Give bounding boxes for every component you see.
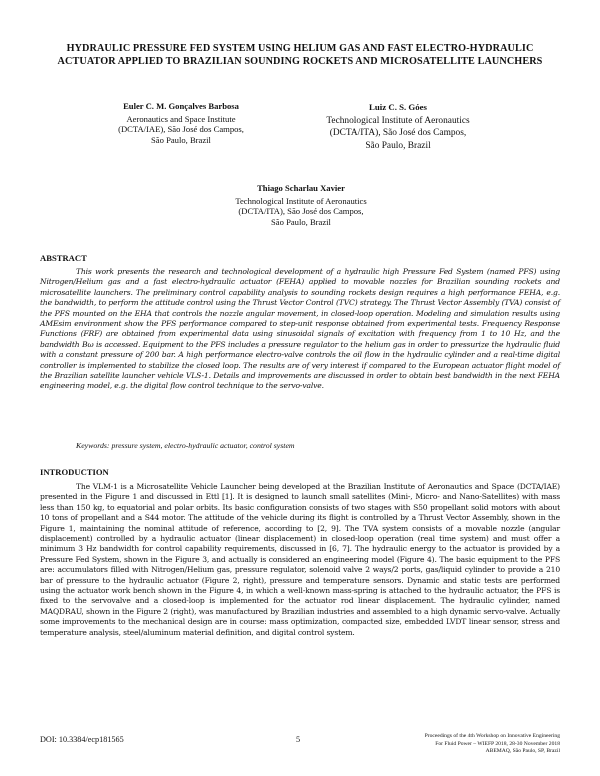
author-block-1 (96, 101, 266, 145)
author-name: Euler C. M. Gonçalves Barbosa (123, 101, 239, 111)
abstract-text: This work presents the research and technological development of a hydraulic high Pressure Fed System (named PFS) using Nitrogen/Helium gas and a fast electro-hydraulic actuator (FEHA) applied to movable nozzles for Brazilian sounding rockets and microsatellite launchers. The preliminary control capability analysis to sounding rockets design requires a high performance FEHA, e.g. the bandwidth, to perform the attitude control using the Thrust Vector Control (TVC) strategy. The Thrust Vector Assembly (TVA) consist of the PFS mounted on the EHA that controls the nozzle angular movement, in closed-loop operation. Modeling and simulation results using AMEsim environment show the PFS performance compared to step-unit response obtained from experimental tests. Frequency Response Functions (FRF) are obtained from experimental data using sinusoidal signals of excitation with frequency from 1 to 10 Hz, and the bandwidth Bω is accessed. Equipment to the PFS includes a pressure regulator to the helium gas in order to pressurize the hydraulic fluid with a constant pressure of 200 bar. A high performance electro-valve controls the oil flow in the hydraulic cylinder and a real-time digital controller is implemented to stabilize the closed loop. The results are of very interest if compared to the European actuator flight model of the Brazilian satellite launcher vehicle VLS-1. Details and improvements are discussed in order to obtain best bandwidth in the next FEHA engineering model, e.g. the digital flow control technique to the servo-valve. (40, 267, 560, 391)
author-affiliation-line: (DCTA/IAE), São José dos Campos, (118, 124, 244, 135)
author-affiliation-line: (DCTA/ITA), São José dos Campos, (329, 128, 467, 139)
author-block-2 (298, 101, 498, 152)
author-block-3 (196, 183, 406, 227)
proceedings-info (370, 733, 560, 756)
author-affiliation-line: São Paulo, Brazil (365, 140, 431, 151)
doi: DOI: 10.3384/ecp181565 (40, 735, 124, 744)
paper-title: HYDRAULIC PRESSURE FED SYSTEM USING HELIUM GAS AND FAST ELECTRO-HYDRAULIC ACTUATOR APPLIED TO BRAZILIAN SOUNDING ROCKETS AND MICROSATELLITE LAUNCHERS (57, 43, 543, 68)
author-affiliation-line: Aeronautics and Space Institute (126, 113, 236, 124)
proceedings-line: Proceedings of the 4th Workshop on Innovative Engineering (424, 733, 560, 739)
page-number: 5 (296, 735, 301, 744)
proceedings-line: ABEMAQ, São Paulo, SP, Brazil (485, 748, 560, 755)
author-name: Thiago Scharlau Xavier (257, 183, 345, 193)
keywords: Keywords: pressure system, electro-hydraulic actuator, control system (76, 441, 295, 450)
author-affiliation-line: Technological Institute of Aeronautics (235, 195, 367, 206)
author-affiliation-line: São Paulo, Brazil (151, 134, 211, 145)
author-name: Luiz C. S. Góes (369, 102, 427, 112)
author-affiliation-line: Technological Institute of Aeronautics (326, 116, 470, 127)
author-affiliation-line: (DCTA/ITA), São José dos Campos, (238, 206, 364, 217)
author-affiliation-line: São Paulo, Brazil (271, 216, 331, 227)
proceedings-line: For Fluid Power – WIEFP 2018, 28-30 November 2018 (435, 740, 560, 747)
introduction-text: The VLM-1 is a Microsatellite Vehicle Launcher being developed at the Brazilian Institute of Aeronautics and Space (DCTA/IAE) presented in the Figure 1 and discussed in Ettl [1]. It is designed to launch small satellites (Mini-, Micro- and Nano-Satellites) with mass less than 150 kg, to equatorial and polar orbits. Its basic configuration consists of two stages with S50 propellant solid motors with about 10 tons of propellant and a S44 motor. The attitude of the vehicle during its flight is controlled by a Thrust Vector Assembly, shown in the Figure 1, maintaining the nominal attitude of reference, according to [2, 9]. The TVA system consists of a movable nozzle (angular displacement) controlled by a hydraulic actuator (linear displacement) in closed-loop operation (real time system) and must offer a minimum 3 Hz bandwidth for control capability requirements, discussed in [6, 7]. The hydraulic energy to the actuator is provided by a Pressure Fed System, shown in the Figure 3, and actually is considered an engineering model (Figure 4). The basic equipment to the PFS are: accumulators filled with Nitrogen/Helium gas, pressure regulator, solenoid valve 2 ways/2 ports, gas/liquid cylinder to provide a 210 bar of pressure to the hydraulic actuator (Figure 2, right), pressure and temperature sensors. Dynamic and static tests are performed using the actuator work bench shown in the Figure 4, in which a well-known mass-spring is attached to the hydraulic actuator, the PFS is fixed to the servovalve and a closed-loop is implemented for the actuator rod linear displacement. The hydraulic cylinder, named MAQDRAU, shown in the Figure 2 (right), was manufactured by Brazilian industries and assembled to a high dynamic servo-valve. Actually some improvements to the mechanical design are in course: mass optimization, compacted size, embedded LVDT linear sensor, stress and temperature analysis, steel/aluminum material definition, and digital control system. (40, 482, 560, 637)
introduction-heading: INTRODUCTION (40, 467, 109, 477)
abstract-heading: ABSTRACT (40, 253, 87, 263)
